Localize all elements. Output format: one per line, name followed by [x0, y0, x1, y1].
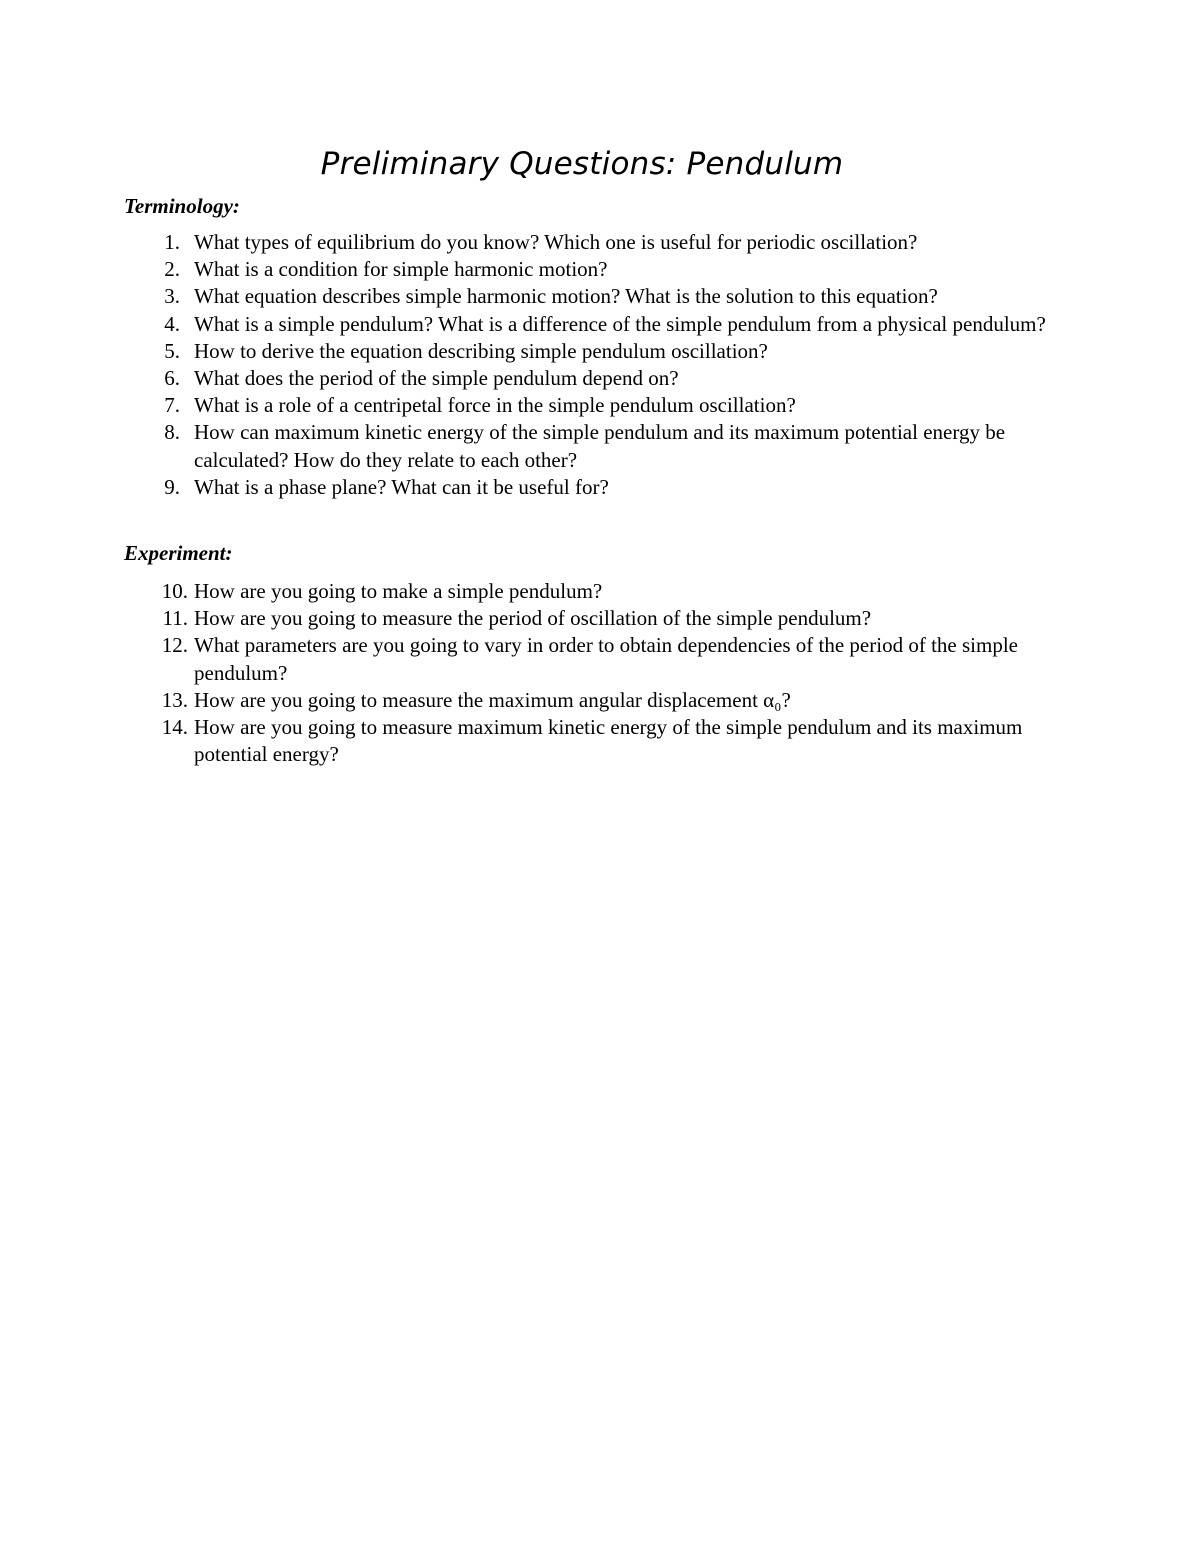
item-number: 9. [164, 474, 180, 499]
list-item [0, 256, 1054, 283]
item-number: 7. [164, 393, 180, 418]
item-number: 1. [164, 230, 180, 254]
item-text: What is a condition for simple harmonic motion? [194, 257, 608, 282]
item-text: How can maximum kinetic energy of the simple pendulum and its maximum potential energy be calculated? How do they relate to each other? [194, 420, 1006, 472]
item-number: 13. [161, 687, 188, 712]
terminology-question-list [0, 229, 1200, 501]
list-item [0, 419, 1054, 473]
item-text: How to derive the equation describing simple pendulum oscillation? [194, 338, 768, 363]
item-text: What types of equilibrium do you know? Which one is useful for periodic oscillation? [194, 230, 918, 254]
item-text: What is a simple pendulum? What is a difference of the simple pendulum from a physical pendulum? [194, 311, 1046, 336]
item-number: 2. [164, 257, 180, 282]
item-text: What is a phase plane? What can it be useful for? [194, 474, 609, 499]
list-item [0, 474, 1054, 501]
list-item [0, 229, 1054, 256]
list-item [0, 578, 1054, 605]
list-item [0, 605, 1054, 632]
list-item [0, 687, 1054, 714]
item-text: How are you going to measure the period of oscillation of the simple pendulum? [194, 606, 872, 631]
item-number: 10. [161, 579, 188, 603]
item-number: 4. [164, 311, 180, 336]
item-number: 12. [161, 633, 188, 658]
item-text: How are you going to measure maximum kinetic energy of the simple pendulum and its maximum potential energy? [194, 715, 1023, 767]
item-number: 5. [164, 338, 180, 363]
item-text: What is a role of a centripetal force in the simple pendulum oscillation? [194, 393, 796, 418]
item-number: 8. [164, 420, 180, 445]
list-item [0, 632, 1054, 686]
section-heading-terminology: Terminology: [124, 194, 240, 218]
item-text: What does the period of the simple pendulum depend on? [194, 366, 679, 391]
list-item [0, 283, 1054, 310]
list-item [0, 311, 1054, 338]
item-text: What parameters are you going to vary in order to obtain dependencies of the period of the simple pendulum? [194, 633, 1018, 685]
experiment-question-list [0, 578, 1200, 768]
item-number: 3. [164, 284, 180, 309]
item-text: How are you going to make a simple pendulum? [194, 579, 603, 603]
item-text: How are you going to measure the maximum angular displacement α₀? [194, 687, 791, 712]
page-title: Preliminary Questions: Pendulum [320, 146, 844, 182]
list-item [0, 338, 1054, 365]
item-text: What equation describes simple harmonic motion? What is the solution to this equation? [194, 284, 938, 309]
item-number: 11. [162, 606, 188, 631]
list-item [0, 714, 1054, 768]
list-item [0, 392, 1054, 419]
list-item [0, 365, 1054, 392]
section-heading-experiment: Experiment: [124, 541, 233, 565]
item-number: 14. [161, 715, 188, 740]
item-number: 6. [164, 366, 180, 391]
